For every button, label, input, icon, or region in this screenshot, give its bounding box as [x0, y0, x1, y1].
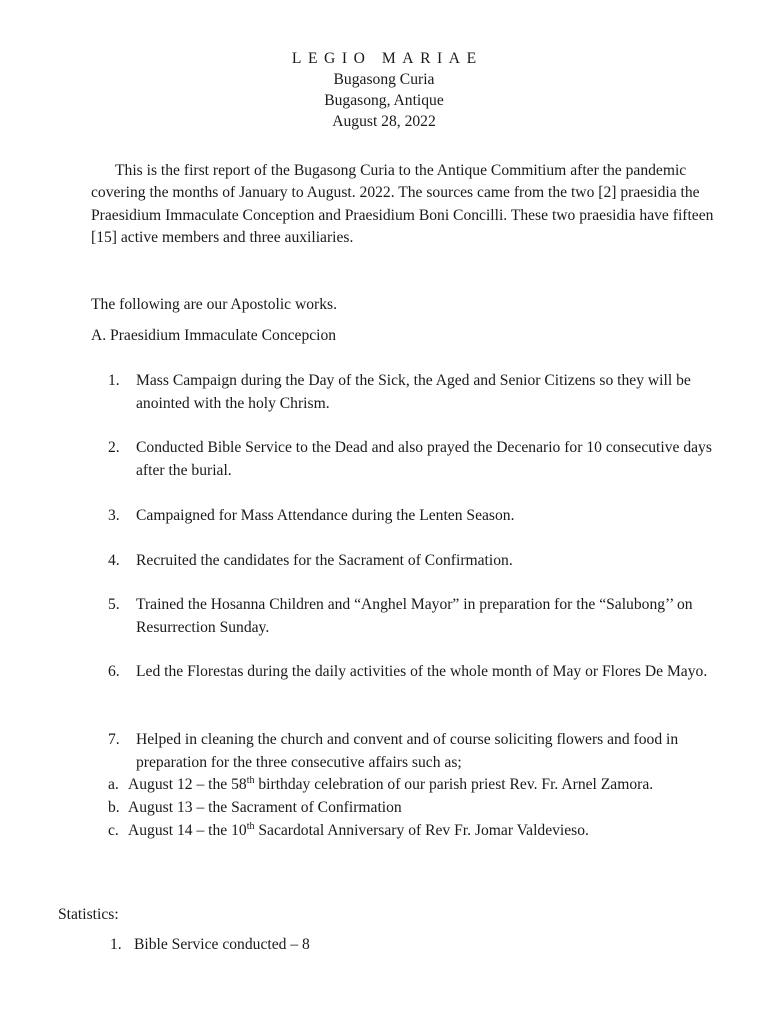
item-text: Trained the Hosanna Children and “Anghel Mayor” in preparation for the “Salubong’’ on Resurrection Sunday. [136, 596, 693, 636]
list-item [108, 594, 718, 639]
curia-name: Bugasong Curia [333, 71, 435, 88]
list-item [108, 661, 718, 684]
subitem-text: August 13 – the Sacrament of Confirmation [128, 799, 402, 817]
list-item [108, 505, 718, 528]
organization-title: LEGIO MARIAE [291, 50, 483, 67]
sublist-item [108, 774, 718, 797]
item-number: 1. [108, 372, 120, 389]
document-header [0, 48, 768, 132]
subitem-letter: b. [108, 799, 120, 817]
item-text: Campaigned for Mass Attendance during the Lenten Season. [136, 507, 515, 524]
report-date: August 28, 2022 [332, 113, 436, 130]
subitem-text: August 14 – the 10th Sacardotal Anniversary of Rev Fr. Jomar Valdevieso. [128, 820, 589, 839]
apostolic-heading: The following are our Apostolic works. [91, 296, 337, 313]
item-number: 4. [108, 552, 120, 569]
subitem-letter: a. [108, 776, 119, 794]
intro-paragraph [91, 160, 721, 249]
item-number: 6. [108, 663, 120, 680]
list-item [110, 934, 720, 957]
item-text: Bible Service conducted – 8 [134, 936, 310, 953]
sublist-item [108, 797, 718, 820]
list-item [108, 437, 718, 482]
item-text: Recruited the candidates for the Sacrament of Confirmation. [136, 552, 513, 569]
item-text: Led the Florestas during the daily activities of the whole month of May or Flores De Mayo. [136, 663, 708, 680]
item-number: 1. [110, 936, 122, 953]
section-a-heading: A. Praesidium Immaculate Concepcion [91, 327, 337, 344]
intro-text: This is the first report of the Bugasong Curia to the Antique Commitium after the pandemic covering the months of January to August. 2022. The sources came from the two [2] praesidia the Praesidium Immaculate Conception and Praesidium Boni Concilli. These two praesidia have fifteen [15] active members and three auxiliaries. [91, 162, 714, 246]
item-number: 5. [108, 596, 120, 613]
subitem-text: August 12 – the 58th birthday celebration of our parish priest Rev. Fr. Arnel Zamora. [128, 775, 654, 794]
list-item [108, 370, 718, 415]
item-number: 7. [108, 731, 120, 748]
list-item [108, 729, 718, 843]
item-number: 3. [108, 507, 120, 524]
affairs-sublist [108, 774, 718, 842]
location: Bugasong, Antique [324, 92, 444, 109]
statistics-heading: Statistics: [58, 906, 119, 923]
item-text: Helped in cleaning the church and convent and of course soliciting flowers and food in preparation for the three consecutive affairs such as; [136, 731, 679, 771]
list-item [108, 550, 718, 573]
sublist-item [108, 820, 718, 843]
item-number: 2. [108, 439, 120, 456]
item-text: Conducted Bible Service to the Dead and also prayed the Decenario for 10 consecutive days after the burial. [136, 439, 712, 479]
item-text: Mass Campaign during the Day of the Sick, the Aged and Senior Citizens so they will be anointed with the holy Chrism. [136, 372, 691, 412]
subitem-letter: c. [108, 821, 119, 839]
